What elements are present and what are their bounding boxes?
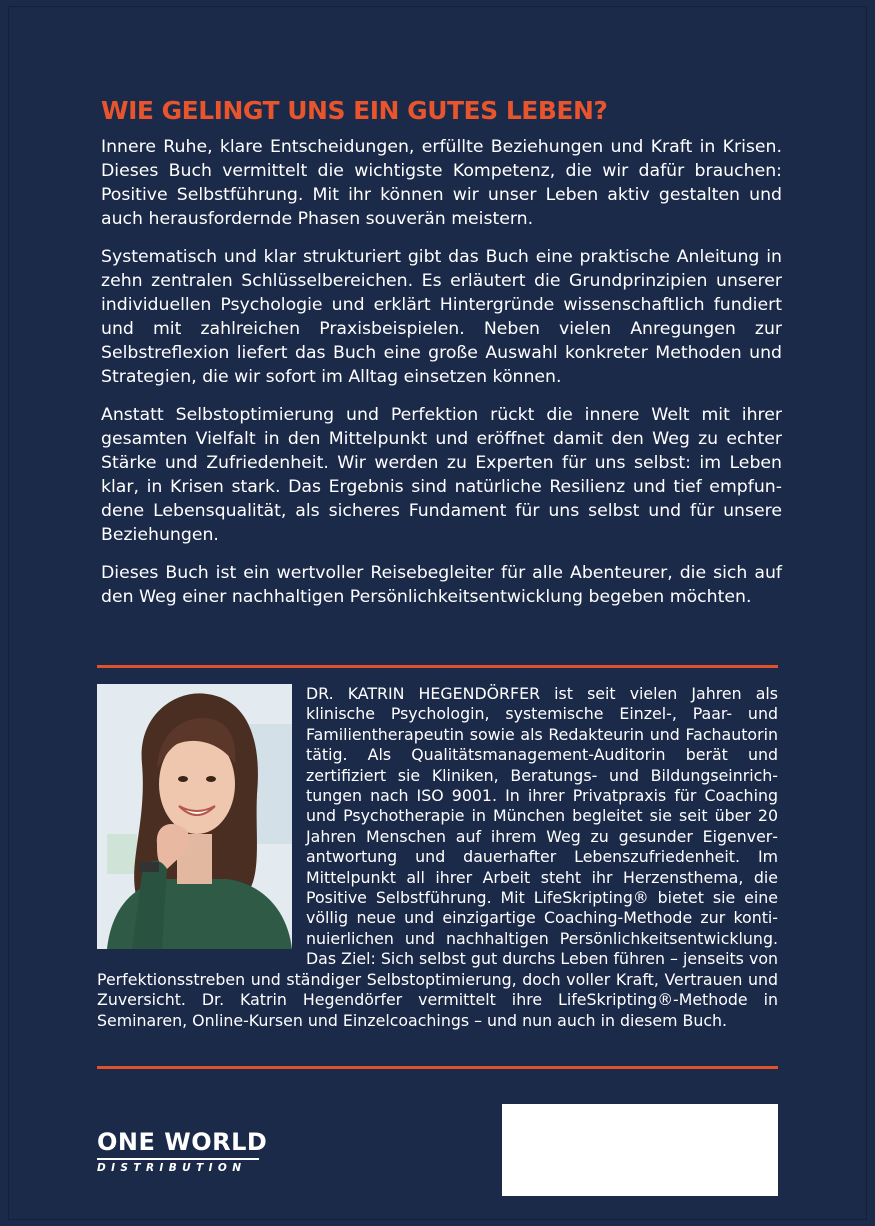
divider-bottom [97,1066,778,1069]
blurb-paragraph-1: Innere Ruhe, klare Entscheidungen, erfüllte Beziehungen und Kraft in Krisen. Dieses Buch vermittelt die wichtigste Kompetenz, die wir dafür brauchen: Positive Selbstführung. Mit ihr können wir unser Leben aktiv gestalten und auch herausfordernde Phasen souverän meistern. [101,137,782,229]
author-bio-section [97,684,778,1031]
blurb-paragraph-2: Systematisch und klar strukturiert gibt das Buch eine praktische Anleitung in zehn zentralen Schlüsselbereichen. Es erläutert die Grundprinzipien unserer individuellen Psychologie und erklärt Hintergründe wissenschaftlich fundiert und mit zahlreichen Praxisbeispielen. Neben vielen Anregungen zur Selbstreflexion liefert das Buch eine große Auswahl konkreter Methoden und Strategien, die wir sofort im Alltag einsetzen können. [101,247,782,387]
blurb-paragraph-3: Anstatt Selbstoptimierung und Perfektion rückt die innere Welt mit ihrer gesamten Vielfalt in den Mittelpunkt und eröffnet damit den Weg zu echter Stärke und Zufriedenheit. Wir werden zu Experten für uns selbst: im Leben klar, in Krisen stark. Das Ergebnis sind natürliche Resilienz und tief empfundene Lebensqualität, als sicheres Fundament für uns selbst und für unsere Beziehungen. [101,405,782,545]
author-portrait [97,684,292,949]
author-bio-text: DR. KATRIN HEGENDÖRFER ist seit vielen Jahren als klinische Psychologin, systemische Einzel-, Paar- und Familientherapeutin sowie als Redakteurin und Fachautorin tätig. Als Qualitätsmanagement-Auditorin berät und zertifiziert sie Kliniken, Beratungs- und Bildungseinrichtungen nach ISO 9001. In ihrer Privatpraxis für Coaching und Psychotherapie in München begleitet sie seit über 20 Jahren Menschen auf ihrem Weg zu gesunder Eigenverantwortung und dauerhafter Lebenszufriedenheit. Im Mittelpunkt all ihrer Arbeit steht ihr Herzensthema, die Positive Selbstführung. Mit LifeSkripting® bietet sie eine völlig neue und einzigartige Coaching-Methode zur kontinuierlichen und nachhaltigen Persönlichkeitsentwicklung. Das Ziel: Sich selbst gut durchs Leben führen – jenseits von Perfektionsstreben und ständiger Selbstoptimierung, doch voller Kraft, Vertrauen und Zuversicht. Dr. Katrin Hegendörfer vermittelt ihre LifeSkripting®-Methode in Seminaren, Online-Kursen und Einzelcoachings – und nun auch in diesem Buch. [97,684,778,1030]
publisher-logo-main: ONE WORLD [97,1128,268,1156]
publisher-logo [97,1128,268,1174]
headline: WIE GELINGT UNS EIN GUTES LEBEN? [101,96,608,125]
divider-top [97,665,778,668]
barcode-area [502,1104,778,1196]
blurb-section [101,96,782,623]
publisher-logo-sub: DISTRIBUTION [97,1158,259,1174]
blurb-paragraph-4: Dieses Buch ist ein wertvoller Reisebegleiter für alle Abenteurer, die sich auf den Weg einer nachhaltigen Persönlichkeitsentwicklung begeben möchten. [101,563,782,607]
